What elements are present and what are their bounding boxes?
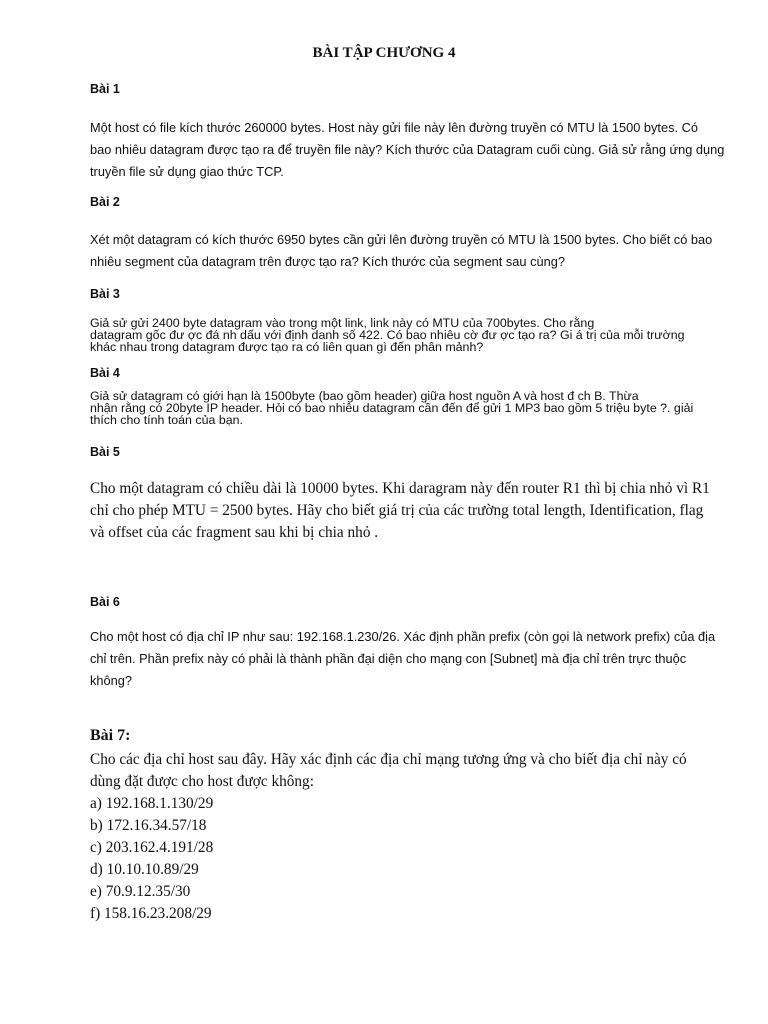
exercise-3-line: Giả sử gửi 2400 byte datagram vào trong một link, link này có MTU của 700bytes. Cho rằng	[90, 316, 595, 330]
exercise-2-text	[90, 229, 768, 273]
exercise-2-line: nhiêu segment của datagram trên được tạo ra? Kích thước của segment sau cùng?	[90, 254, 565, 269]
exercise-4-text	[90, 390, 768, 426]
exercise-4-line: Giả sử datagram có giới hạn là 1500byte (bao gồm header) giữa host nguồn A và host đ ch B. Thừa	[90, 389, 639, 403]
exercise-7-item: c) 203.162.4.191/28	[90, 839, 214, 856]
exercise-5-text	[90, 478, 768, 544]
exercise-4-heading: Bài 4	[90, 366, 120, 380]
exercise-5-heading: Bài 5	[90, 445, 120, 459]
exercise-2-line: Xét một datagram có kích thước 6950 bytes cần gửi lên đường truyền có MTU là 1500 bytes. Cho biết có bao	[90, 232, 713, 247]
exercise-3-line: datagram gốc đư ợc đá nh dấu với định danh số 422. Có bao nhiêu cờ đư ợc tạo ra? Gi á trị của mỗi trường	[90, 328, 685, 342]
exercise-6-heading: Bài 6	[90, 595, 120, 609]
exercise-7-line: Cho các địa chỉ host sau đây. Hãy xác định các địa chỉ mạng tương ứng và cho biết địa chỉ này có	[90, 751, 687, 768]
exercise-7-item: f) 158.16.23.208/29	[90, 905, 212, 922]
exercise-1-line: truyền file sử dụng giao thức TCP.	[90, 164, 284, 179]
exercise-5-line: và offset của các fragment sau khi bị chia nhỏ .	[90, 524, 379, 541]
exercise-7-item: a) 192.168.1.130/29	[90, 795, 214, 812]
exercise-7-line: dùng đặt được cho host được không:	[90, 773, 314, 790]
exercise-7-item: d) 10.10.10.89/29	[90, 861, 199, 878]
exercise-4-line: thích cho tính toán của bạn.	[90, 413, 243, 427]
exercise-7-text	[90, 749, 768, 925]
exercise-6-line: Cho một host có địa chỉ IP như sau: 192.168.1.230/26. Xác định phần prefix (còn gọi là network prefix) của địa	[90, 629, 716, 644]
exercise-1-text	[90, 117, 768, 183]
exercise-4-line: nhận rằng có 20byte IP header. Hỏi có bao nhiêu datagram cần đến để gửi 1 MP3 bao gồm 5 triệu byte ?. giải	[90, 401, 694, 415]
exercise-3-line: khác nhau trong datagram được tạo ra có liên quan gì đến phân mảnh?	[90, 340, 484, 354]
page-title: BÀI TẬP CHƯƠNG 4	[312, 45, 456, 61]
exercise-7-item: e) 70.9.12.35/30	[90, 883, 191, 900]
exercise-1-line: Một host có file kích thước 260000 bytes. Host này gửi file này lên đường truyền có MTU là 1500 bytes. Có	[90, 120, 698, 135]
exercise-5-line: chỉ cho phép MTU = 2500 bytes. Hãy cho biết giá trị của các trường total length, Identification, flag	[90, 502, 704, 519]
exercise-3-heading: Bài 3	[90, 287, 120, 301]
exercise-6-line: chỉ trên. Phần prefix này có phải là thành phần đại diện cho mạng con [Subnet] mà địa chỉ trên trực thuộc	[90, 651, 687, 666]
exercise-7-item: b) 172.16.34.57/18	[90, 817, 207, 834]
exercise-6-line: không?	[90, 673, 132, 688]
exercise-3-text	[90, 317, 768, 353]
exercise-1-line: bao nhiêu datagram được tạo ra để truyền file này? Kích thước của Datagram cuối cùng. Giả sử rằng ứng dụng	[90, 142, 725, 157]
exercise-2-heading: Bài 2	[90, 195, 120, 209]
exercise-6-text	[90, 626, 768, 692]
exercise-1-heading: Bài 1	[90, 82, 120, 96]
exercise-5-line: Cho một datagram có chiều dài là 10000 bytes. Khi daragram này đến router R1 thì bị chia nhỏ vì R1	[90, 480, 710, 497]
exercise-7-heading: Bài 7:	[90, 727, 131, 744]
